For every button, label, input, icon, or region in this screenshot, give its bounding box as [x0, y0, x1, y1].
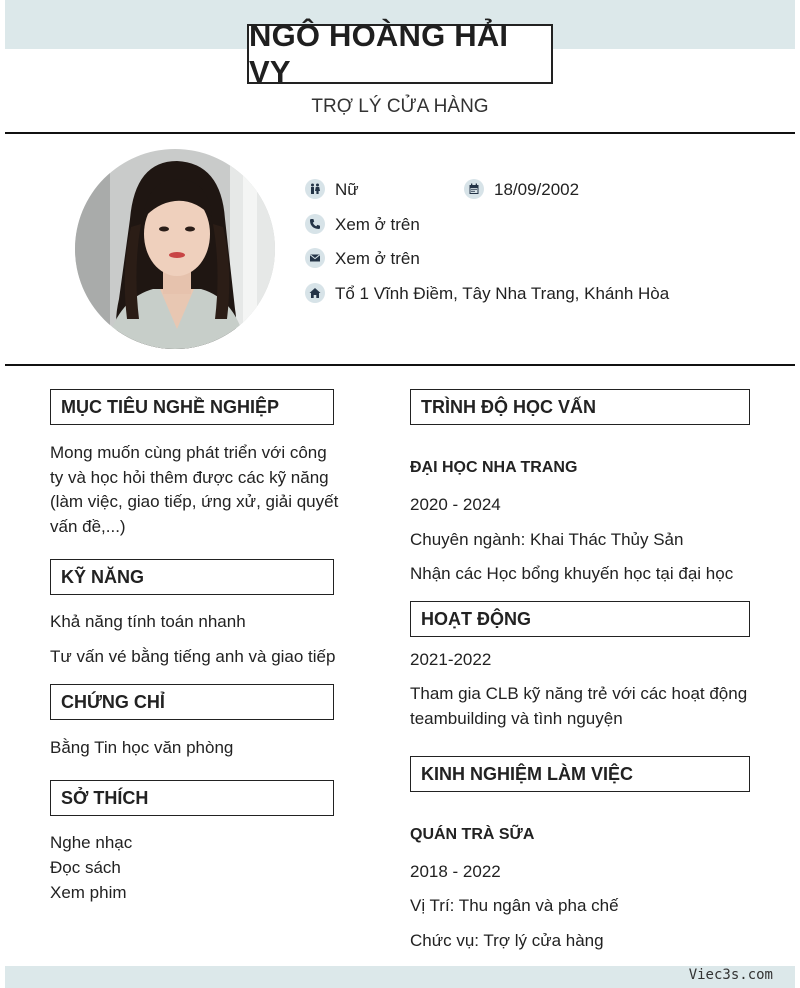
skill-item: Tư vấn vé bằng tiếng anh và giao tiếp	[50, 647, 336, 666]
phone-icon	[305, 214, 325, 234]
objective-line: vấn đề,...)	[50, 517, 126, 536]
education-heading: TRÌNH ĐỘ HỌC VẤN	[421, 396, 596, 417]
certificates-heading: CHỨNG CHỈ	[61, 691, 165, 712]
objective-heading-box	[50, 389, 334, 425]
birthdate-text: 18/09/2002	[494, 180, 580, 199]
hobbies-heading: SỞ THÍCH	[61, 787, 149, 808]
skill-item: Khả năng tính toán nhanh	[50, 612, 246, 631]
activities-heading: HOẠT ĐỘNG	[421, 608, 531, 629]
activities-period: 2021-2022	[410, 650, 492, 669]
skills-heading: KỸ NĂNG	[61, 566, 145, 587]
calendar-icon	[464, 179, 484, 199]
activities-line: Tham gia CLB kỹ năng trẻ với các hoạt động	[410, 684, 748, 703]
objective-heading: MỤC TIÊU NGHỀ NGHIỆP	[61, 396, 280, 417]
gender-text: Nữ	[335, 180, 359, 199]
experience-heading: KINH NGHIỆM LÀM VIỆC	[421, 763, 634, 784]
profile-photo	[75, 149, 275, 349]
name-box	[247, 18, 553, 89]
objective-line: (làm việc, giao tiếp, ứng xử, giải quyết	[50, 492, 339, 511]
candidate-name: NGÔ HOÀNG HẢI VY	[249, 18, 509, 89]
bottom-band	[5, 966, 795, 988]
experience-company: QUÁN TRÀ SỮA	[410, 826, 535, 843]
hobby-item: Nghe nhạc	[50, 833, 133, 852]
address-text: Tổ 1 Vĩnh Điềm, Tây Nha Trang, Khánh Hòa	[335, 284, 670, 303]
objective-line: Mong muốn cùng phát triển với công	[50, 443, 327, 462]
experience-position: Vị Trí: Thu ngân và pha chế	[410, 896, 619, 915]
skills-heading-box	[50, 559, 334, 595]
education-major: Chuyên ngành: Khai Thác Thủy Sản	[410, 530, 684, 549]
experience-heading-box	[410, 756, 750, 792]
email-icon	[305, 248, 325, 268]
phone-text: Xem ở trên	[335, 215, 420, 234]
job-title: TRỢ LÝ CỬA HÀNG	[311, 96, 489, 117]
education-period: 2020 - 2024	[410, 495, 501, 514]
experience-title: Chức vụ: Trợ lý cửa hàng	[410, 931, 604, 950]
home-icon	[305, 283, 325, 303]
hobby-item: Xem phim	[50, 883, 127, 902]
footer-watermark: Viec3s.com	[688, 967, 773, 983]
divider-middle	[5, 364, 795, 366]
certificate-item: Bằng Tin học văn phòng	[50, 738, 234, 757]
certificates-heading-box	[50, 684, 334, 720]
experience-period: 2018 - 2022	[410, 862, 501, 881]
gender-icon	[305, 179, 325, 199]
hobbies-heading-box	[50, 780, 334, 816]
education-school: ĐẠI HỌC NHA TRANG	[410, 459, 578, 476]
education-heading-box	[410, 389, 750, 425]
email-text: Xem ở trên	[335, 249, 420, 268]
objective-line: ty và học hỏi thêm được các kỹ năng	[50, 468, 329, 487]
activities-line: teambuilding và tình nguyện	[410, 709, 623, 728]
divider-top	[5, 132, 795, 134]
education-note: Nhận các Học bổng khuyến học tại đại học	[410, 564, 734, 583]
hobby-item: Đọc sách	[50, 858, 121, 877]
activities-heading-box	[410, 601, 750, 637]
